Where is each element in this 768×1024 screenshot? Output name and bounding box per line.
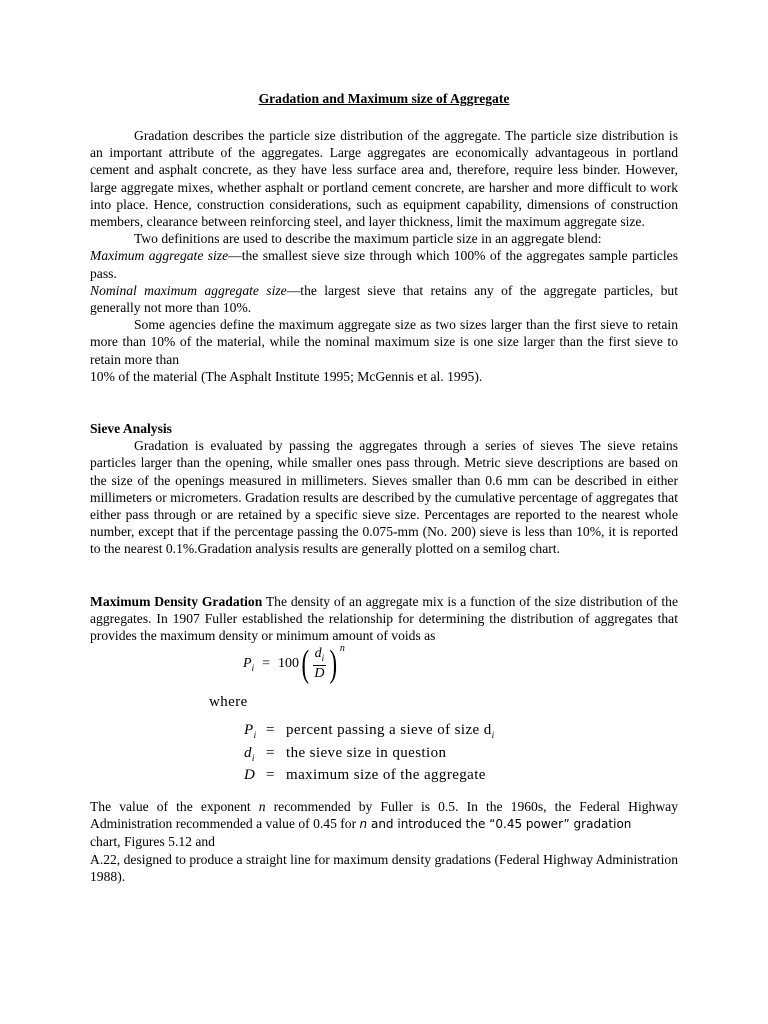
density-paragraph	[90, 593, 678, 645]
intro-paragraph-2: Two definitions are used to describe the maximum particle size in an aggregate blend:	[134, 231, 602, 247]
formula-equals: =	[262, 656, 270, 671]
closing-text-b: recommended by Fuller is 0.5. In the 1960s, the Federal Highway Administration recommended a value of 0.45 for	[90, 799, 678, 832]
density-text: The density of an aggregate mix is a function of the size distribution of the aggregates. In 1907 Fuller established the relationship for determining the distribution of aggregates that provides the maximum density or minimum amount of voids as	[90, 594, 678, 644]
page-title: Gradation and Maximum size of Aggregate	[258, 91, 510, 106]
sieve-heading: Sieve Analysis	[90, 421, 172, 436]
formula-lhs: P	[243, 656, 252, 671]
definition-term: Nominal maximum aggregate size	[90, 282, 287, 298]
symbol-var: d	[244, 744, 252, 761]
closing-figures-line: chart, Figures 5.12 and	[90, 834, 215, 850]
definition-row-d	[244, 745, 495, 768]
symbol-sub: i	[251, 752, 255, 763]
formula-numerator-sub: i	[321, 652, 325, 663]
formula-numerator-var: d	[314, 645, 322, 661]
definition-row-D	[244, 767, 495, 785]
definition-row-p	[244, 722, 495, 745]
definition-nominal-max-aggregate	[90, 282, 678, 316]
formula-lhs-sub: i	[251, 663, 255, 673]
formula-denominator: D	[314, 666, 325, 682]
sieve-section	[90, 420, 678, 558]
formula-exponent: n	[339, 643, 345, 654]
meaning-text: percent passing a sieve of size d	[286, 722, 492, 738]
definition-symbol: D	[244, 767, 256, 783]
closing-final-line: A.22, designed to produce a straight line for maximum density gradations (Federal Highway Administration 1988).	[90, 851, 678, 884]
definition-meaning: maximum size of the aggregate	[286, 767, 486, 783]
formula-right-paren: )	[329, 643, 338, 685]
closing-section	[90, 798, 678, 885]
formula-numerator	[313, 646, 327, 667]
closing-paragraph	[90, 798, 678, 833]
formula-coefficient: 100	[277, 656, 299, 671]
meaning-sub: i	[491, 730, 495, 740]
density-heading: Maximum Density Gradation	[90, 594, 263, 609]
exponent-symbol: n	[258, 799, 266, 814]
where-label: where	[209, 694, 248, 710]
definition-meaning	[286, 722, 495, 745]
intro-paragraph-3: Some agencies define the maximum aggregate size as two sizes larger than the first sieve to retain more than 10% of the material, while the nominal maximum size is one size larger than the first sieve to retain more than	[90, 317, 678, 367]
fuller-formula	[243, 645, 345, 683]
closing-text-a: The value of the exponent	[90, 799, 259, 814]
closing-text-c: and introduced the “0.45 power” gradation	[367, 817, 632, 832]
definition-text: —the largest sieve that retains any of the aggregate particles, but generally not more than 10%.	[90, 282, 678, 316]
intro-section	[90, 127, 678, 385]
sieve-paragraph: Gradation is evaluated by passing the aggregates through a series of sieves The sieve retains particles larger than the opening, while smaller ones pass through. Metric sieve descriptions are based on the size of the openings measured in millimeters. Sieves smaller than 0.6 mm can be described in either millimeters or micrometers. Gradation results are described by the cumulative percentage of aggregates that either pass through or are retained by a specific sieve size. Percentages are reported to the nearest whole number, except that if the percentage passing the 0.075-mm (No. 200) sieve is less than 10%, it is reported to the nearest 0.1%.Gradation analysis results are generally plotted on a semilog chart.	[90, 438, 678, 557]
intro-paragraph-1: Gradation describes the particle size distribution of the aggregate. The particle size distribution is an important attribute of the aggregates. Large aggregates are economically advantageous in portland cement and asphalt concrete, as they have less surface area and, therefore, require less binder. However, large aggregate mixes, whether asphalt or portland cement concrete, are harsher and more difficult to work into place. Hence, construction considerations, such as equipment capability, dimensions of construction members, clearance between reinforcing steel, and layer thickness, limit the maximum aggregate size.	[90, 128, 678, 230]
variable-definitions	[244, 722, 495, 785]
definition-term: Maximum aggregate size	[90, 248, 229, 264]
formula-left-paren: (	[301, 643, 310, 685]
definition-equals: =	[266, 744, 275, 761]
definition-symbol	[244, 722, 266, 745]
definition-equals: =	[266, 722, 275, 738]
definition-symbol	[244, 745, 266, 768]
definition-meaning: the sieve size in question	[286, 744, 447, 761]
definition-max-aggregate	[90, 247, 678, 281]
exponent-symbol: n	[359, 817, 368, 832]
definition-text: —the smallest sieve size through which 100% of the aggregates sample particles pass.	[90, 248, 678, 281]
density-section	[90, 593, 678, 645]
formula-fraction	[313, 646, 327, 683]
symbol-sub: i	[253, 730, 257, 740]
intro-paragraph-3-end: 10% of the material (The Asphalt Institute 1995; McGennis et al. 1995).	[90, 368, 483, 384]
symbol-var: P	[244, 722, 254, 738]
definition-equals: =	[266, 767, 275, 783]
